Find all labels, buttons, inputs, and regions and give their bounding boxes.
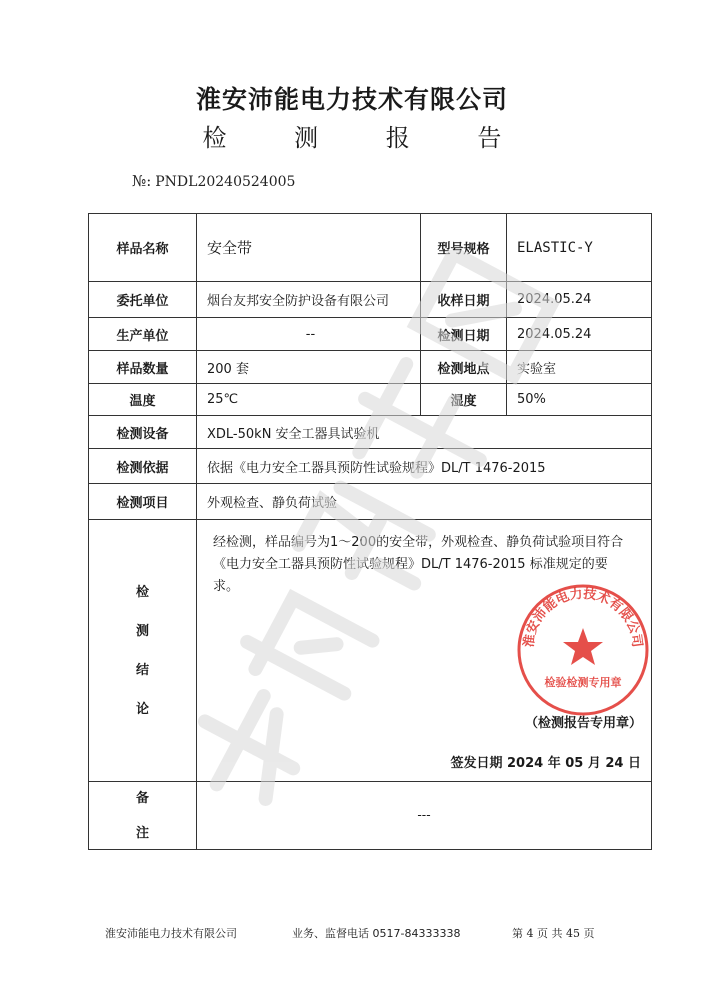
issue-date: 签发日期 2024 年 05 月 24 日 (450, 756, 641, 771)
remarks-value: --- (197, 782, 652, 850)
table-row (89, 416, 652, 449)
temperature-label: 温度 (89, 384, 197, 416)
seal-inner-text: 检验检测专用章 (544, 676, 622, 689)
conclusion-label-char: 论 (135, 701, 149, 717)
conclusion-label (89, 520, 197, 782)
model-label: 型号规格 (421, 214, 507, 282)
humidity-label: 湿度 (421, 384, 507, 416)
table-row (89, 484, 652, 520)
quantity-label: 样品数量 (89, 351, 197, 384)
location-label: 检测地点 (421, 351, 507, 384)
location-value: 实验室 (507, 351, 652, 384)
manufacturer-label: 生产单位 (89, 318, 197, 351)
seal-caption: （检测报告专用章） (525, 716, 643, 731)
footer-phone: 业务、监督电话 0517-84333338 (292, 927, 461, 940)
manufacturer-value: -- (197, 318, 421, 351)
report-number-value: PNDL20240524005 (155, 174, 296, 190)
report-number-label: №: (132, 172, 152, 190)
conclusion-label-char: 结 (135, 662, 149, 678)
footer-company: 淮安沛能电力技术有限公司 (105, 927, 237, 940)
company-title: 淮安沛能电力技术有限公司 (195, 85, 508, 114)
remarks-label (89, 782, 197, 850)
table-row (89, 214, 652, 282)
official-seal-icon (513, 580, 653, 720)
basis-label: 检测依据 (89, 449, 197, 484)
quantity-value: 200 套 (197, 351, 421, 384)
report-number (132, 172, 295, 190)
report-title: 检 测 报 告 (202, 124, 532, 152)
basis-value: 依据《电力安全工器具预防性试验规程》DL/T 1476-2015 (197, 449, 652, 484)
model-value: ELASTIC-Y (507, 214, 652, 282)
footer-page: 第 4 页 共 45 页 (512, 927, 595, 940)
report-table (88, 213, 652, 850)
seal-text: 淮安沛能电力技术有限公司 (521, 586, 645, 649)
conclusion-cell (197, 520, 652, 782)
temperature-value: 25℃ (197, 384, 421, 416)
table-row (89, 782, 652, 850)
sample-name-value: 安全带 (197, 214, 421, 282)
receive-date-value: 2024.05.24 (507, 282, 652, 318)
equipment-label: 检测设备 (89, 416, 197, 449)
table-row (89, 318, 652, 351)
client-label: 委托单位 (89, 282, 197, 318)
receive-date-label: 收样日期 (421, 282, 507, 318)
conclusion-label-char: 测 (135, 623, 149, 639)
humidity-value: 50% (507, 384, 652, 416)
items-label: 检测项目 (89, 484, 197, 520)
table-row (89, 351, 652, 384)
test-date-label: 检测日期 (421, 318, 507, 351)
table-row (89, 520, 652, 782)
table-row (89, 384, 652, 416)
remarks-label-char: 注 (135, 825, 149, 841)
client-value: 烟台友邦安全防护设备有限公司 (197, 282, 421, 318)
items-value: 外观检查、静负荷试验 (197, 484, 652, 520)
conclusion-text: 经检测，样品编号为1～200的安全带，外观检查、静负荷试验项目符合《电力安全工器具预防性试验规程》DL/T 1476-2015 标准规定的要求。 (213, 535, 624, 594)
sample-name-label: 样品名称 (89, 214, 197, 282)
test-date-value: 2024.05.24 (507, 318, 652, 351)
conclusion-label-char: 检 (135, 584, 149, 600)
remarks-label-char: 备 (135, 790, 149, 806)
table-row (89, 282, 652, 318)
equipment-value: XDL-50kN 安全工器具试验机 (197, 416, 652, 449)
table-row (89, 449, 652, 484)
